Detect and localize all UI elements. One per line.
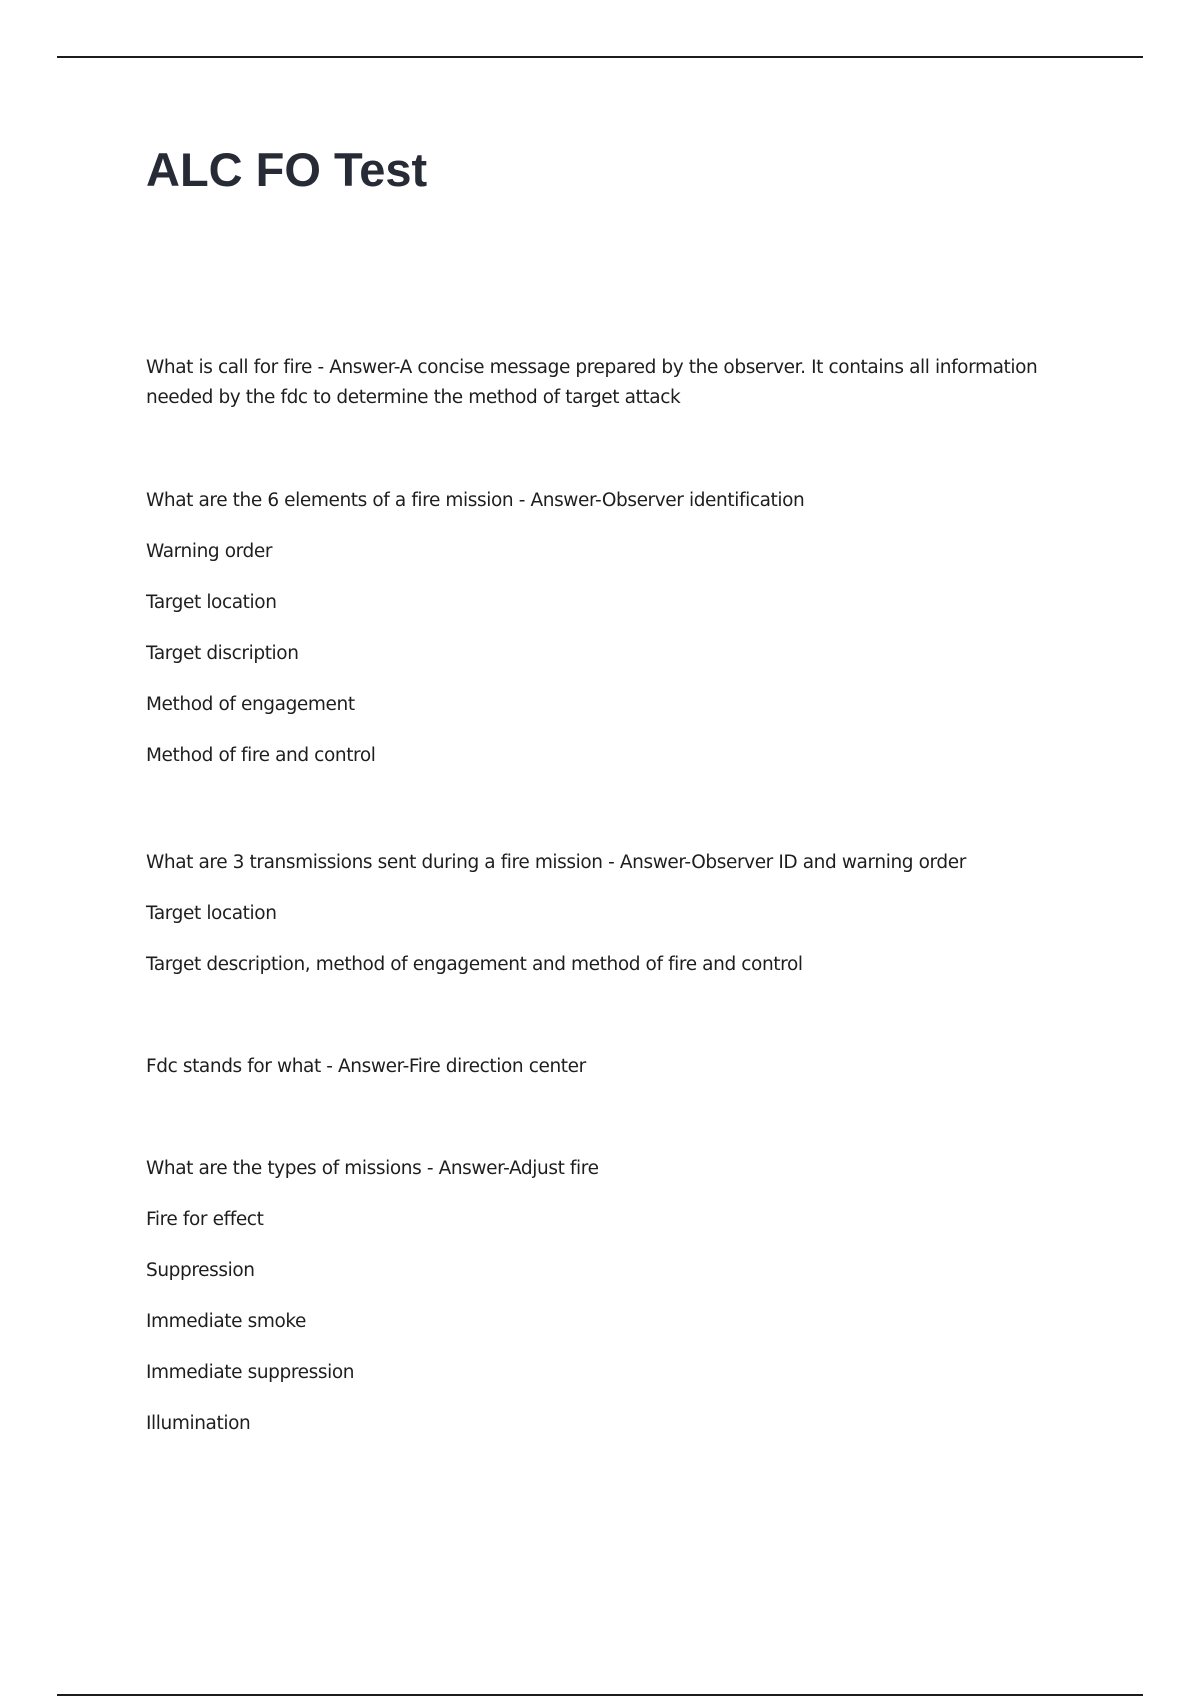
qa-question: Fdc stands for what - Answer-Fire direction center [146,1056,586,1077]
qa-answer-line: Target location [146,592,277,613]
document-title: ALC FO Test [146,143,428,196]
qa-answer-line: Method of fire and control [146,745,376,766]
bottom-divider [57,1694,1143,1696]
qa-answer-line: Warning order [146,541,273,562]
qa-question: What is call for fire - Answer-A concise message prepared by the observer. It contains all information needed by the fdc to determine the method of target attack [146,357,1038,408]
qa-answer-line: Target discription [146,643,299,664]
qa-question: What are the types of missions - Answer-Adjust fire [146,1158,599,1179]
qa-answer-line: Immediate smoke [146,1311,307,1332]
qa-item-transmissions [146,848,1066,980]
qa-answer-line: Illumination [146,1413,251,1434]
qa-item-call-for-fire [146,353,1066,413]
qa-item-fire-mission-elements [146,486,1066,771]
qa-item-fdc [146,1052,1066,1082]
qa-item-mission-types [146,1154,1066,1439]
qa-answer-line: Immediate suppression [146,1362,355,1383]
qa-answer-line: Fire for effect [146,1209,264,1230]
qa-answer-line: Suppression [146,1260,255,1281]
qa-answer-line: Target location [146,903,277,924]
qa-question: What are the 6 elements of a fire mission - Answer-Observer identification [146,490,805,511]
qa-answer-line: Method of engagement [146,694,355,715]
top-divider [57,56,1143,58]
qa-question: What are 3 transmissions sent during a fire mission - Answer-Observer ID and warning order [146,852,966,873]
qa-answer-line: Target description, method of engagement and method of fire and control [146,954,803,975]
